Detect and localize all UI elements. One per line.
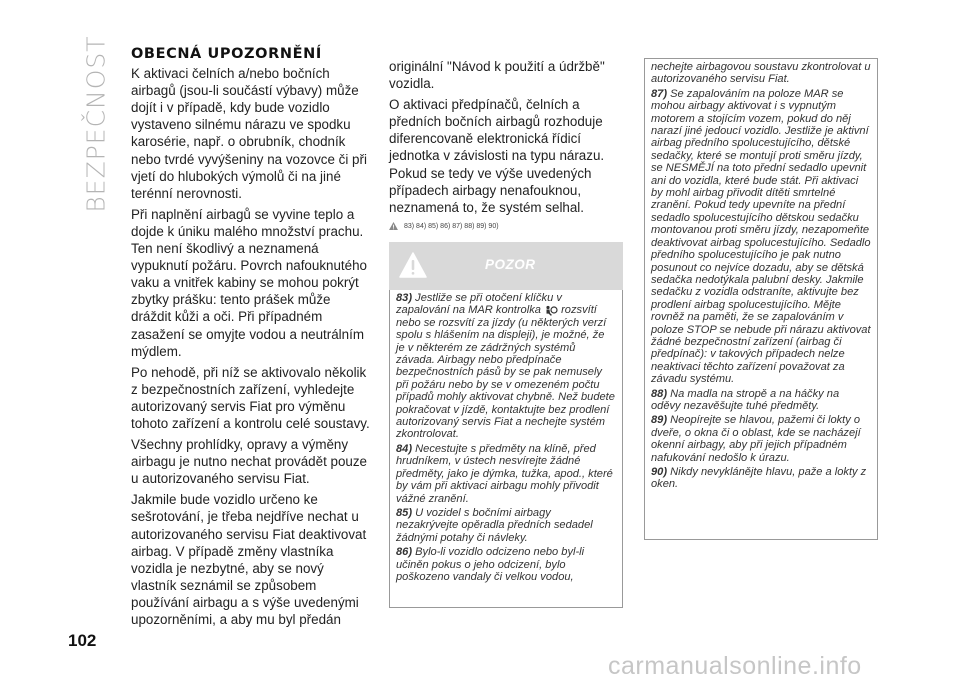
warning-number: 88) (651, 387, 668, 400)
warning-text: Se zapalováním na poloze MAR se mohou airbagy aktivovat i s vypnutým motorem a stojícím vozem, pokud do něj narazí jiné jedoucí vozidlo. Jestliže je aktivní airbag předního spolucestujícího, dětské sedačky, které se montují proti směru jízdy, se NESMĚJÍ na toto přední sedadlo upevnit ani do vozidla, které bude stát. Při aktivaci by mohl airbag přivodit dítěti smrtelné zranění. Pokud tedy upevníte na přední sedadlo spolucestujícího dětskou sedačku montovanou proti směru jízdy, nezapomeňte deaktivovat airbag spolucestujícího. Sedadlo předního spolucestujícího je pak nutno posunout co nejvíce dozadu, aby se dětská sedačka nedotýkala palubní desky. Jakmile sedačku z vozidla odstraníte, aktivujte bez prodlení airbag spolucestujícího. Mějte rovněž na paměti, že se zapalováním v poloze STOP se nebude při nárazu aktivovat žádné bezpečnostní zařízení (airbag či předpínač): v takových případech nelze neaktivaci těchto zařízení považovat za závadu systému. (651, 87, 871, 386)
warning-number: 90) (651, 466, 668, 478)
paragraph: Jakmile bude vozidlo určeno ke sešrotování, je třeba nejdříve nechat u autorizovaného servisu Fiat deaktivovat airbag. V případě změny vlastníka vozidla je nezbytné, aby se nový vlastník seznámil se způsobem používání airbagu a s výše uvedenými upozorněními, a aby mu byl předán (131, 492, 367, 627)
warning-item (396, 507, 616, 544)
paragraph: originální "Návod k použití a údržbě" vozidla. (389, 59, 605, 92)
warning-text: Jestliže se při otočení klíčku v zapalování na MAR kontrolka (396, 292, 562, 317)
reference-numbers: 83) 84) 85) 86) 87) 88) 89) 90) (404, 222, 499, 230)
warning-references (389, 218, 623, 235)
warning-text: Bylo-li vozidlo odcizeno nebo byl-li učiněn pokus o jeho odcizení, bylo poškozeno vandaly či velkou vodou, (396, 546, 585, 583)
page-heading: OBECNÁ UPOZORNĚNÍ (131, 46, 322, 62)
warning-number: 89) (651, 414, 668, 427)
warning-item (651, 88, 871, 386)
warning-triangle-icon (389, 222, 398, 230)
warning-text: Na madla na stropě a na háčky na oděvy nezavěšujte tuhé předměty. (651, 387, 840, 412)
paragraph: Při naplnění airbagů se vyvine teplo a dojde k úniku malého množství prachu. Ten není škodlivý a neznamená vypuknutí požáru. Povrch nafouknutého vaku a vnitřek kabiny se mohou pokrýt zbytky prášku: tento prášek může dráždit kůži a oči. Při případném zasažení se omyjte vodou a neutrálním mýdlem. (131, 206, 367, 359)
paragraph: K aktivaci čelních a/nebo bočních airbagů (jsou-li součástí výbavy) může dojít i v případě, kdy bude vozidlo vystaveno silnému nárazu ve spodku karosérie, např. o obrubník, chodník nebo tvrdé vyvýšeniny na vozovce či při vjetí do hlubokých výmolů či na jiné terénní nerovnosti. (131, 66, 367, 201)
warning-triangle-icon (399, 252, 427, 278)
warning-text: Neopírejte se hlavou, pažemi či lokty o dveře, o okna či o oblast, kde se nacházejí okenní airbagy, aby při jejich případném nafukování nedošlo k úrazu. (651, 414, 861, 464)
warning-body (389, 290, 623, 608)
warning-item (396, 546, 616, 583)
page-number: 102 (68, 631, 97, 650)
left-column (131, 46, 371, 632)
warning-title: POZOR (485, 257, 536, 272)
warning-item (651, 466, 871, 491)
warning-header (389, 242, 623, 290)
warning-number: 85) (396, 506, 413, 519)
warning-continuation: nechejte airbagovou soustavu zkontrolovat u autorizovaného servisu Fiat. (651, 61, 871, 86)
warning-item (396, 292, 616, 441)
warning-number: 84) (396, 442, 413, 455)
warning-text: Nikdy nevyklánějte hlavu, paže a lokty z oken. (651, 466, 867, 491)
warning-box (389, 242, 623, 610)
warning-number: 86) (396, 546, 413, 559)
paragraph: Všechny prohlídky, opravy a výměny airbagu je nutno nechat provádět pouze u autorizovaného servisu Fiat. (131, 437, 368, 487)
paragraph: O aktivaci předpínačů, čelních a předních bočních airbagů rozhoduje diferencovaně elektronická řídicí jednotka v závislosti na typu nárazu. Pokud se tedy ve výše uvedených případech airbagy nenafouknou, neznamená to, že systém selhal. (389, 97, 605, 215)
middle-column (389, 58, 623, 235)
warning-body-continued (644, 58, 878, 540)
warning-text: rozsvítí nebo se rozsvítí za jízdy (u některých verzí spolu s hlášením na displeji), je možné, že je v některém ze zádržných systémů závada. Airbagy nebo předpínače bezpečnostních pásů by se pak nemusely při požáru nebo by se v omezeném počtu případů mohly aktivovat chybně. Než budete pokračovat v jízdě, kontaktujte bez prodlení autorizovaný servis Fiat a nechejte systém zkontrolovat. (396, 304, 615, 441)
warning-item (651, 414, 871, 464)
warning-number: 83) (396, 292, 413, 304)
warning-text: U vozidel s bočními airbagy nezakrývejte opěradla předních sedadel žádnými potahy či návleky. (396, 506, 593, 544)
watermark-link[interactable]: carmanualsonline.info (608, 652, 862, 680)
warning-number: 87) (651, 87, 668, 100)
section-tab (80, 35, 112, 213)
warning-text: Necestujte s předměty na klíně, před hrudníkem, v ústech nesvírejte žádné předměty, jako je dýmka, tužka, apod., které by vám při aktivaci airbagu mohly přivodit vážné zranění. (396, 442, 613, 505)
section-tab-label: BEZPEČNOST (81, 35, 111, 213)
paragraph: Po nehodě, při níž se aktivovalo několik z bezpečnostních zařízení, vyhledejte autorizovaný servis Fiat pro výměnu tohoto zařízení a kontrolu celé soustavy. (131, 364, 370, 431)
warning-item (651, 388, 871, 413)
airbag-warning-icon (544, 305, 558, 316)
warning-item (396, 443, 616, 505)
